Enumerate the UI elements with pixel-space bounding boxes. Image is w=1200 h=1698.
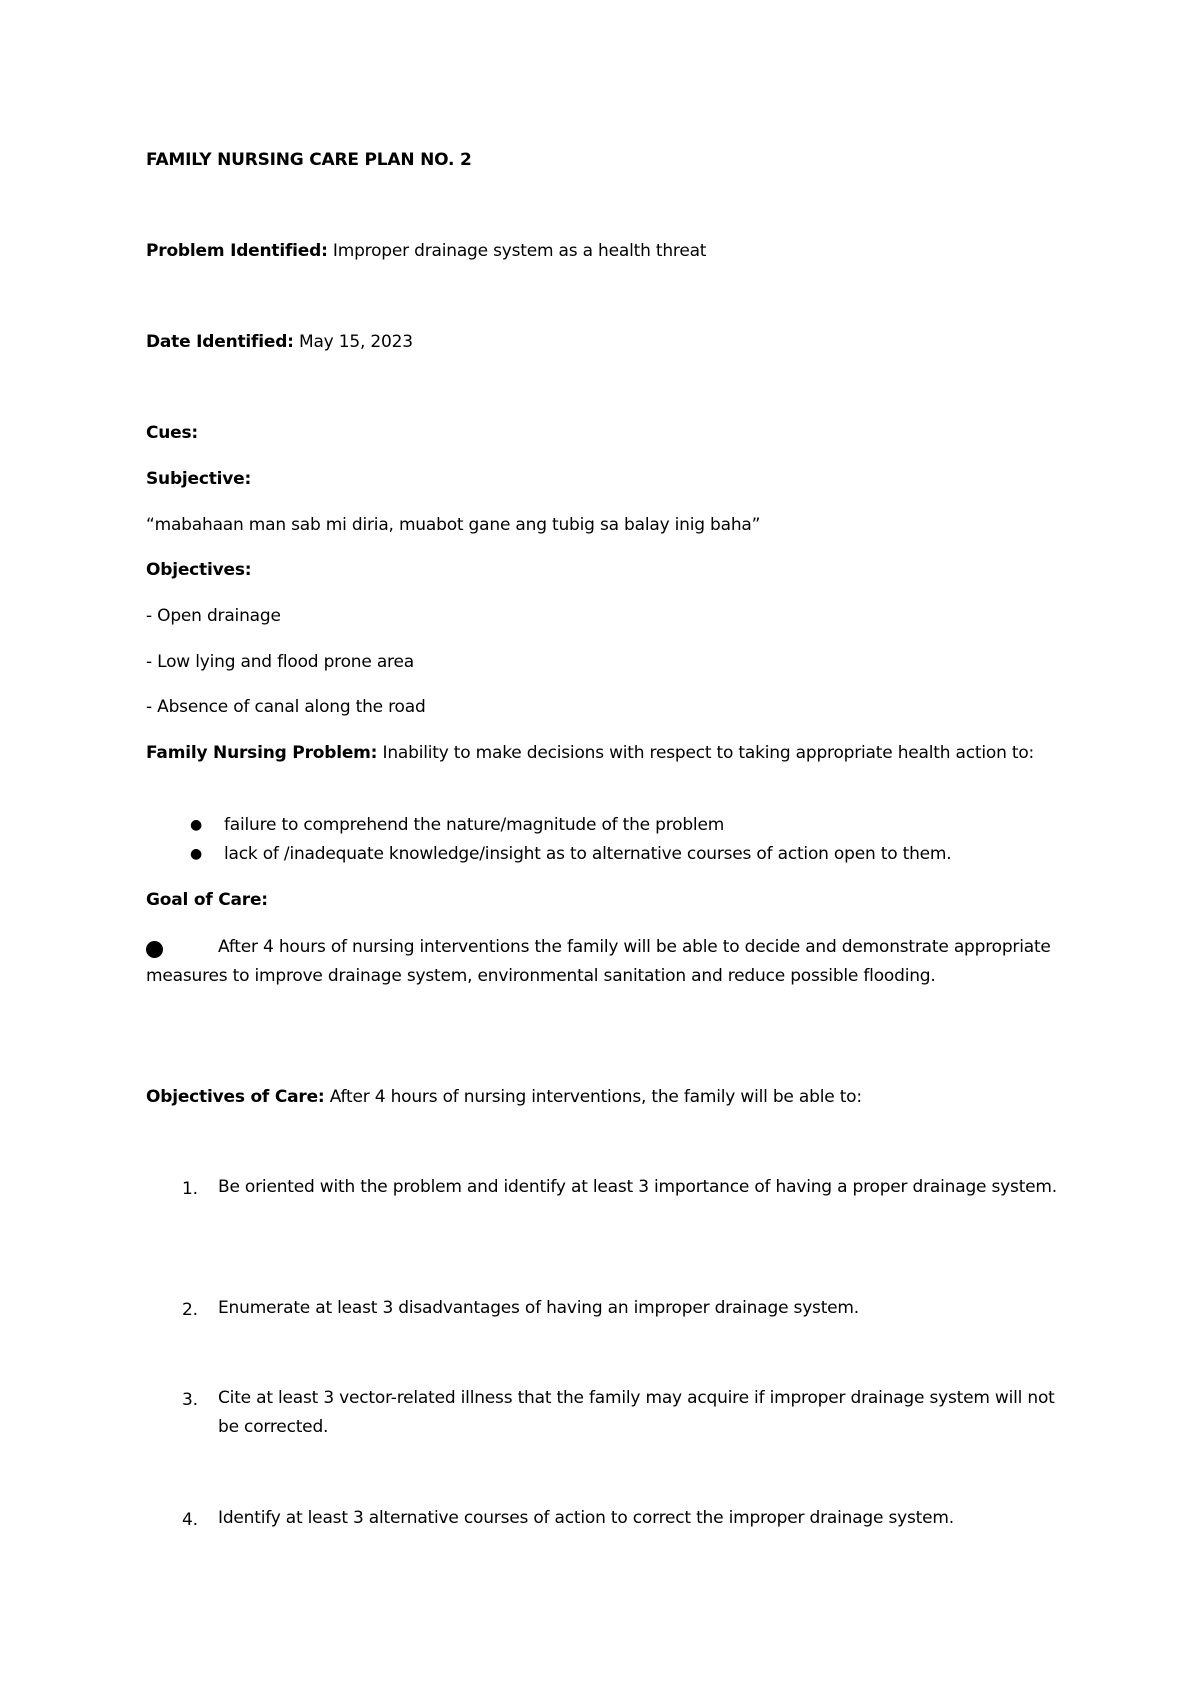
objective-of-care-item: Be oriented with the problem and identify at least 3 importance of having a proper drainage system. [218, 1177, 1057, 1197]
objectives-of-care-intro: After 4 hours of nursing interventions, the family will be able to: [329, 1087, 862, 1107]
document-title: FAMILY NURSING CARE PLAN NO. 2 [146, 150, 472, 170]
date-identified-value: May 15, 2023 [298, 332, 413, 352]
objectives-of-care [146, 1087, 862, 1107]
bullet-icon: ● [190, 846, 203, 862]
goal-of-care-text: After 4 hours of nursing interventions the family will be able to decide and demonstrate appropriate measures to improve drainage system, environmental sanitation and reduce possible flooding. [146, 937, 1051, 986]
cues-label: Cues: [146, 423, 199, 443]
objectives-label: Objectives: [146, 560, 252, 580]
date-identified-label: Date Identified: [146, 332, 294, 352]
list-number: 3. [182, 1390, 198, 1410]
list-number: 2. [182, 1300, 198, 1320]
problem-identified-label: Problem Identified: [146, 241, 328, 261]
bullet-icon: ● [190, 817, 203, 833]
family-nursing-problem-label: Family Nursing Problem: [146, 743, 378, 763]
problem-bullet-item: lack of /inadequate knowledge/insight as to alternative courses of action open to them. [224, 844, 952, 864]
objective-of-care-item: Enumerate at least 3 disadvantages of having an improper drainage system. [218, 1298, 859, 1318]
objective-item: - Open drainage [146, 606, 281, 626]
family-nursing-problem-value: Inability to make decisions with respect to taking appropriate health action to: [382, 743, 1035, 763]
objective-of-care-item: Cite at least 3 vector-related illness that the family may acquire if improper drainage system will not be corrected. [218, 1388, 1055, 1437]
problem-identified [146, 241, 706, 261]
family-nursing-problem [146, 739, 1066, 768]
problem-bullet-item: failure to comprehend the nature/magnitude of the problem [224, 815, 725, 835]
objectives-of-care-label: Objectives of Care: [146, 1087, 325, 1107]
subjective-label: Subjective: [146, 469, 252, 489]
goal-of-care-label: Goal of Care: [146, 890, 268, 910]
list-number: 1. [182, 1179, 198, 1199]
problem-identified-value: Improper drainage system as a health threat [332, 241, 707, 261]
list-number: 4. [182, 1510, 198, 1530]
objective-of-care-item: Identify at least 3 alternative courses of action to correct the improper drainage system. [218, 1508, 954, 1528]
date-identified [146, 332, 413, 352]
objective-item: - Low lying and flood prone area [146, 652, 414, 672]
subjective-quote: “mabahaan man sab mi diria, muabot gane ang tubig sa balay inig baha” [146, 515, 761, 535]
objective-item: - Absence of canal along the road [146, 697, 426, 717]
